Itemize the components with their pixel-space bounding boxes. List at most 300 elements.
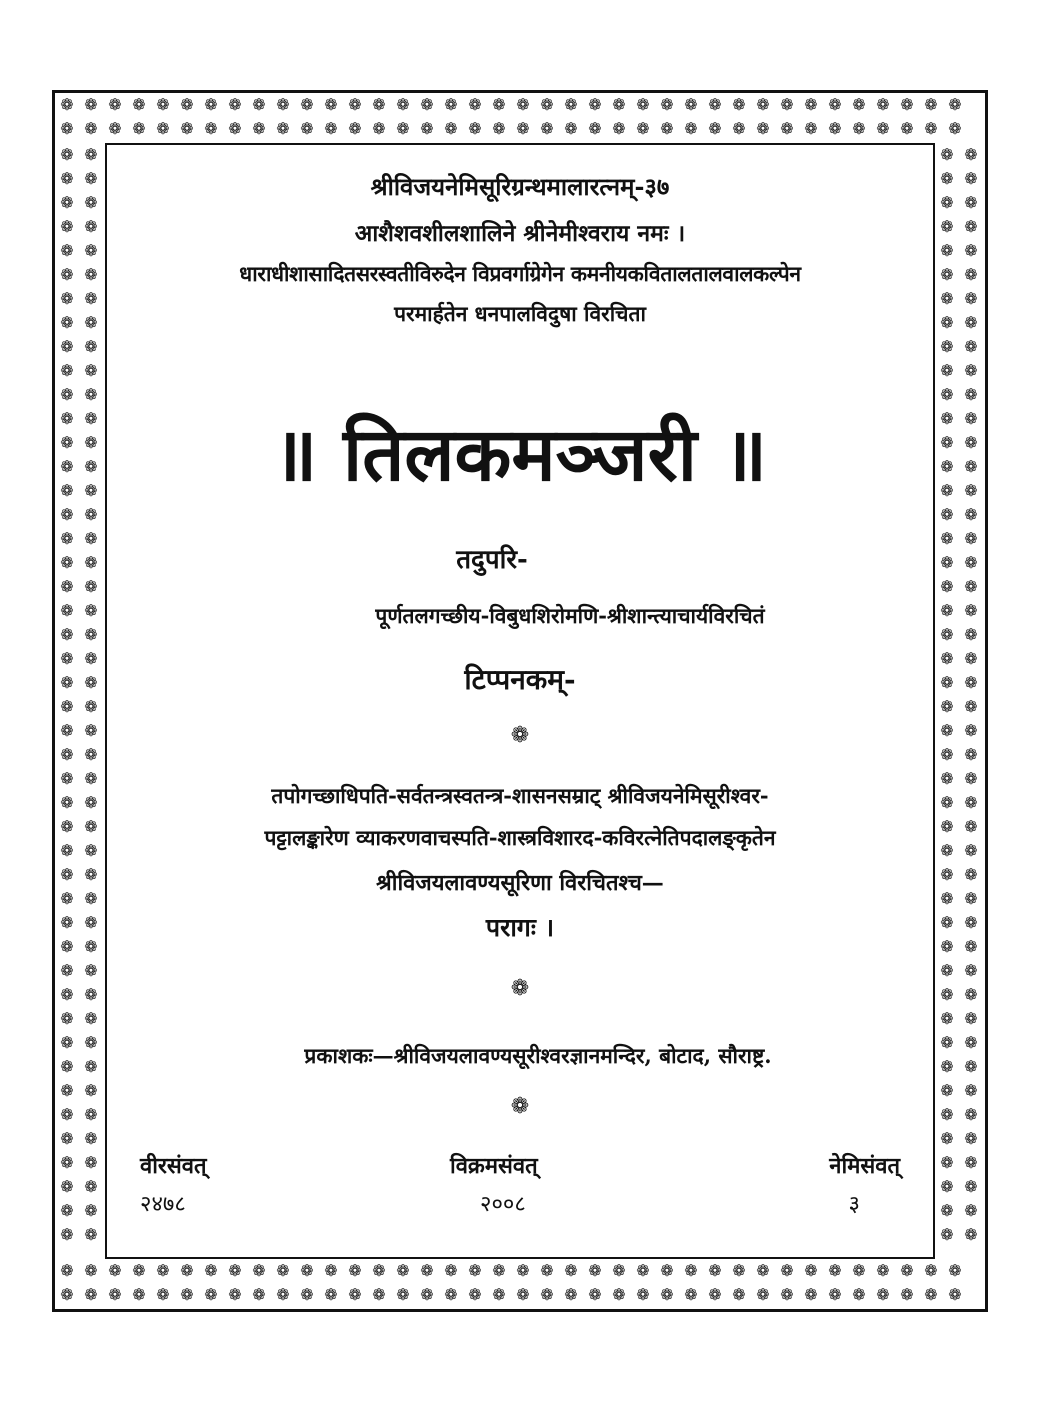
border-flower-icon: ❁ [612, 1261, 626, 1280]
border-flower-icon: ❁ [348, 1285, 362, 1304]
border-flower-icon: ❁ [940, 409, 954, 428]
border-flower-icon: ❁ [60, 169, 74, 188]
border-flower-icon: ❁ [60, 529, 74, 548]
border-flower-icon: ❁ [60, 265, 74, 284]
border-flower-icon: ❁ [60, 673, 74, 692]
border-flower-icon: ❁ [60, 433, 74, 452]
border-flower-icon: ❁ [964, 769, 978, 788]
border-flower-icon: ❁ [636, 1285, 650, 1304]
border-flower-icon: ❁ [60, 961, 74, 980]
border-flower-icon: ❁ [252, 1261, 266, 1280]
border-flower-icon: ❁ [964, 889, 978, 908]
border-flower-icon: ❁ [964, 433, 978, 452]
border-flower-icon: ❁ [420, 1261, 434, 1280]
border-flower-icon: ❁ [756, 1285, 770, 1304]
border-flower-icon: ❁ [180, 1285, 194, 1304]
border-flower-icon: ❁ [60, 1057, 74, 1076]
border-flower-icon: ❁ [964, 457, 978, 476]
border-flower-icon: ❁ [420, 1285, 434, 1304]
border-flower-icon: ❁ [964, 937, 978, 956]
border-flower-icon: ❁ [964, 145, 978, 164]
border-flower-icon: ❁ [300, 95, 314, 114]
border-flower-icon: ❁ [940, 481, 954, 500]
border-flower-icon: ❁ [900, 119, 914, 138]
border-flower-icon: ❁ [964, 505, 978, 524]
border-flower-icon: ❁ [84, 1105, 98, 1124]
border-flower-icon: ❁ [180, 95, 194, 114]
border-flower-icon: ❁ [964, 817, 978, 836]
ornament-icon: ❁ [510, 723, 530, 748]
border-flower-icon: ❁ [84, 841, 98, 860]
border-flower-icon: ❁ [60, 1201, 74, 1220]
border-flower-icon: ❁ [444, 119, 458, 138]
border-flower-icon: ❁ [964, 793, 978, 812]
border-flower-icon: ❁ [964, 601, 978, 620]
border-flower-icon: ❁ [60, 1285, 74, 1304]
ornament-icon: ❁ [510, 976, 530, 1001]
border-flower-icon: ❁ [84, 961, 98, 980]
border-flower-icon: ❁ [876, 1285, 890, 1304]
border-flower-icon: ❁ [804, 119, 818, 138]
border-flower-icon: ❁ [60, 601, 74, 620]
border-flower-icon: ❁ [828, 95, 842, 114]
border-flower-icon: ❁ [420, 95, 434, 114]
border-flower-icon: ❁ [84, 937, 98, 956]
border-flower-icon: ❁ [276, 119, 290, 138]
border-flower-icon: ❁ [940, 745, 954, 764]
border-flower-icon: ❁ [780, 1261, 794, 1280]
border-flower-icon: ❁ [940, 1057, 954, 1076]
border-flower-icon: ❁ [492, 1261, 506, 1280]
border-flower-icon: ❁ [132, 1285, 146, 1304]
border-flower-icon: ❁ [612, 119, 626, 138]
border-flower-icon: ❁ [84, 1177, 98, 1196]
border-flower-icon: ❁ [940, 361, 954, 380]
border-flower-icon: ❁ [964, 745, 978, 764]
border-flower-icon: ❁ [372, 1285, 386, 1304]
border-flower-icon: ❁ [756, 1261, 770, 1280]
border-flower-icon: ❁ [732, 1261, 746, 1280]
border-flower-icon: ❁ [84, 625, 98, 644]
border-flower-icon: ❁ [204, 1261, 218, 1280]
border-flower-icon: ❁ [60, 95, 74, 114]
border-flower-icon: ❁ [324, 95, 338, 114]
border-flower-icon: ❁ [108, 95, 122, 114]
border-flower-icon: ❁ [964, 1081, 978, 1100]
border-flower-icon: ❁ [900, 95, 914, 114]
border-flower-icon: ❁ [940, 433, 954, 452]
border-flower-icon: ❁ [60, 1033, 74, 1052]
border-flower-icon: ❁ [924, 1261, 938, 1280]
era-vikrama [450, 1150, 538, 1218]
border-flower-icon: ❁ [60, 793, 74, 812]
border-flower-icon: ❁ [940, 913, 954, 932]
era-year: २४७८ [140, 1192, 186, 1217]
border-flower-icon: ❁ [60, 1105, 74, 1124]
border-flower-icon: ❁ [964, 697, 978, 716]
border-flower-icon: ❁ [964, 217, 978, 236]
border-flower-icon: ❁ [84, 1009, 98, 1028]
border-flower-icon: ❁ [964, 577, 978, 596]
border-flower-icon: ❁ [324, 1261, 338, 1280]
border-flower-icon: ❁ [60, 119, 74, 138]
border-flower-icon: ❁ [348, 1261, 362, 1280]
border-flower-icon: ❁ [964, 673, 978, 692]
border-flower-icon: ❁ [156, 1285, 170, 1304]
border-flower-icon: ❁ [84, 1201, 98, 1220]
border-flower-icon: ❁ [468, 95, 482, 114]
border-flower-icon: ❁ [940, 169, 954, 188]
border-flower-icon: ❁ [84, 1225, 98, 1244]
era-vira [140, 1150, 207, 1218]
commentary-name: टिप्पनकम्- [464, 663, 576, 696]
border-flower-icon: ❁ [540, 119, 554, 138]
commentary-intro: तदुपरि- [456, 545, 528, 575]
border-flower-icon: ❁ [84, 95, 98, 114]
border-flower-icon: ❁ [940, 241, 954, 260]
border-flower-icon: ❁ [468, 1285, 482, 1304]
border-flower-icon: ❁ [876, 119, 890, 138]
border-band-left [55, 143, 105, 1259]
border-flower-icon: ❁ [300, 119, 314, 138]
border-flower-icon: ❁ [84, 385, 98, 404]
border-flower-icon: ❁ [84, 265, 98, 284]
border-flower-icon: ❁ [940, 1033, 954, 1052]
border-flower-icon: ❁ [252, 95, 266, 114]
border-flower-icon: ❁ [588, 1261, 602, 1280]
border-flower-icon: ❁ [132, 95, 146, 114]
border-flower-icon: ❁ [108, 119, 122, 138]
border-flower-icon: ❁ [84, 1057, 98, 1076]
border-flower-icon: ❁ [964, 913, 978, 932]
border-flower-icon: ❁ [940, 1225, 954, 1244]
border-flower-icon: ❁ [84, 481, 98, 500]
border-flower-icon: ❁ [84, 361, 98, 380]
border-flower-icon: ❁ [940, 937, 954, 956]
paraga-author-line-2: पट्टालङ्कारेण व्याकरणवाचस्पति-शास्त्रविशारद-कविरत्नेतिपदालङ्कृतेन [264, 825, 776, 850]
border-flower-icon: ❁ [84, 529, 98, 548]
border-flower-icon: ❁ [84, 1153, 98, 1172]
border-flower-icon: ❁ [60, 937, 74, 956]
border-flower-icon: ❁ [964, 1153, 978, 1172]
border-flower-icon: ❁ [60, 1261, 74, 1280]
border-flower-icon: ❁ [60, 193, 74, 212]
border-flower-icon: ❁ [588, 1285, 602, 1304]
border-band-bottom [55, 1259, 985, 1309]
border-flower-icon: ❁ [964, 721, 978, 740]
border-flower-icon: ❁ [60, 1153, 74, 1172]
border-flower-icon: ❁ [940, 865, 954, 884]
border-flower-icon: ❁ [940, 889, 954, 908]
border-flower-icon: ❁ [964, 553, 978, 572]
border-flower-icon: ❁ [964, 1201, 978, 1220]
border-flower-icon: ❁ [540, 1285, 554, 1304]
border-flower-icon: ❁ [60, 745, 74, 764]
border-flower-icon: ❁ [84, 409, 98, 428]
border-flower-icon: ❁ [84, 1081, 98, 1100]
border-flower-icon: ❁ [60, 913, 74, 932]
border-flower-icon: ❁ [964, 1057, 978, 1076]
border-flower-icon: ❁ [660, 95, 674, 114]
border-flower-icon: ❁ [84, 889, 98, 908]
border-flower-icon: ❁ [708, 1285, 722, 1304]
border-flower-icon: ❁ [852, 95, 866, 114]
border-flower-icon: ❁ [732, 119, 746, 138]
border-flower-icon: ❁ [60, 817, 74, 836]
border-flower-icon: ❁ [636, 119, 650, 138]
border-flower-icon: ❁ [60, 649, 74, 668]
commentary-author: पूर्णतलगच्छीय-विबुधशिरोमणि-श्रीशान्त्याचार्यविरचितं [375, 603, 765, 628]
era-nemi [829, 1150, 900, 1218]
border-flower-icon: ❁ [84, 505, 98, 524]
border-flower-icon: ❁ [84, 865, 98, 884]
border-flower-icon: ❁ [108, 1285, 122, 1304]
border-flower-icon: ❁ [708, 1261, 722, 1280]
border-flower-icon: ❁ [60, 985, 74, 1004]
border-flower-icon: ❁ [84, 119, 98, 138]
border-flower-icon: ❁ [732, 95, 746, 114]
border-flower-icon: ❁ [924, 1285, 938, 1304]
border-flower-icon: ❁ [964, 985, 978, 1004]
border-flower-icon: ❁ [84, 913, 98, 932]
border-flower-icon: ❁ [900, 1261, 914, 1280]
border-flower-icon: ❁ [964, 385, 978, 404]
border-flower-icon: ❁ [396, 119, 410, 138]
border-flower-icon: ❁ [964, 649, 978, 668]
border-flower-icon: ❁ [348, 95, 362, 114]
border-flower-icon: ❁ [60, 457, 74, 476]
border-flower-icon: ❁ [180, 119, 194, 138]
border-flower-icon: ❁ [324, 119, 338, 138]
border-flower-icon: ❁ [964, 241, 978, 260]
border-band-top [55, 93, 985, 143]
series-title: श्रीविजयनेमिसूरिग्रन्थमालारत्नम्-३७ [370, 172, 670, 201]
border-flower-icon: ❁ [132, 119, 146, 138]
author-description-line-1: धाराधीशासादितसरस्वतीविरुदेन विप्रवर्गाग्रेगेन कमनीयकवितालतालवालकल्पेन [239, 261, 801, 286]
border-flower-icon: ❁ [84, 193, 98, 212]
border-flower-icon: ❁ [940, 1105, 954, 1124]
border-flower-icon: ❁ [940, 457, 954, 476]
border-flower-icon: ❁ [540, 1261, 554, 1280]
era-label: विक्रमसंवत् [450, 1153, 538, 1179]
era-label: नेमिसंवत् [829, 1153, 900, 1179]
border-flower-icon: ❁ [940, 289, 954, 308]
border-flower-icon: ❁ [756, 95, 770, 114]
border-flower-icon: ❁ [60, 865, 74, 884]
border-flower-icon: ❁ [940, 985, 954, 1004]
border-flower-icon: ❁ [396, 1261, 410, 1280]
border-flower-icon: ❁ [940, 697, 954, 716]
border-flower-icon: ❁ [108, 1261, 122, 1280]
border-flower-icon: ❁ [60, 505, 74, 524]
border-flower-icon: ❁ [444, 1285, 458, 1304]
border-flower-icon: ❁ [964, 625, 978, 644]
border-flower-icon: ❁ [804, 95, 818, 114]
border-flower-icon: ❁ [60, 697, 74, 716]
border-flower-icon: ❁ [84, 985, 98, 1004]
border-flower-icon: ❁ [84, 721, 98, 740]
border-flower-icon: ❁ [900, 1285, 914, 1304]
border-flower-icon: ❁ [708, 119, 722, 138]
border-flower-icon: ❁ [492, 119, 506, 138]
border-flower-icon: ❁ [948, 1261, 962, 1280]
author-description-line-2: परमार्हतेन धनपालविदुषा विरचिता [394, 301, 646, 326]
border-flower-icon: ❁ [948, 119, 962, 138]
border-flower-icon: ❁ [964, 169, 978, 188]
border-flower-icon: ❁ [228, 95, 242, 114]
border-flower-icon: ❁ [876, 1261, 890, 1280]
border-flower-icon: ❁ [516, 95, 530, 114]
border-flower-icon: ❁ [636, 95, 650, 114]
border-flower-icon: ❁ [684, 119, 698, 138]
border-flower-icon: ❁ [940, 1129, 954, 1148]
border-flower-icon: ❁ [84, 793, 98, 812]
border-flower-icon: ❁ [180, 1261, 194, 1280]
border-flower-icon: ❁ [964, 961, 978, 980]
border-flower-icon: ❁ [276, 1261, 290, 1280]
border-flower-icon: ❁ [940, 673, 954, 692]
border-flower-icon: ❁ [852, 1261, 866, 1280]
border-flower-icon: ❁ [708, 95, 722, 114]
border-flower-icon: ❁ [84, 217, 98, 236]
border-flower-icon: ❁ [60, 409, 74, 428]
border-flower-icon: ❁ [940, 217, 954, 236]
border-flower-icon: ❁ [84, 457, 98, 476]
border-flower-icon: ❁ [852, 1285, 866, 1304]
border-flower-icon: ❁ [924, 119, 938, 138]
border-flower-icon: ❁ [84, 1261, 98, 1280]
border-flower-icon: ❁ [372, 95, 386, 114]
border-flower-icon: ❁ [564, 119, 578, 138]
border-flower-icon: ❁ [372, 1261, 386, 1280]
border-flower-icon: ❁ [228, 1261, 242, 1280]
border-flower-icon: ❁ [84, 313, 98, 332]
border-flower-icon: ❁ [940, 1009, 954, 1028]
border-flower-icon: ❁ [228, 119, 242, 138]
border-flower-icon: ❁ [964, 865, 978, 884]
paraga-name: परागः । [485, 913, 555, 942]
border-flower-icon: ❁ [964, 1177, 978, 1196]
border-flower-icon: ❁ [84, 289, 98, 308]
border-flower-icon: ❁ [84, 1033, 98, 1052]
border-flower-icon: ❁ [876, 95, 890, 114]
paraga-author-line-3: श्रीविजयलावण्यसूरिणा विरचितश्च— [376, 870, 664, 896]
border-flower-icon: ❁ [84, 169, 98, 188]
border-flower-icon: ❁ [964, 1105, 978, 1124]
border-flower-icon: ❁ [852, 119, 866, 138]
border-flower-icon: ❁ [516, 1261, 530, 1280]
border-flower-icon: ❁ [60, 361, 74, 380]
invocation: आशैशवशीलशालिने श्रीनेमीश्वराय नमः । [354, 220, 686, 247]
border-flower-icon: ❁ [60, 721, 74, 740]
border-flower-icon: ❁ [964, 193, 978, 212]
border-flower-icon: ❁ [84, 673, 98, 692]
border-flower-icon: ❁ [660, 1285, 674, 1304]
border-flower-icon: ❁ [84, 745, 98, 764]
border-flower-icon: ❁ [60, 1081, 74, 1100]
border-flower-icon: ❁ [492, 95, 506, 114]
border-flower-icon: ❁ [84, 769, 98, 788]
border-flower-icon: ❁ [940, 1177, 954, 1196]
border-flower-icon: ❁ [372, 119, 386, 138]
border-flower-icon: ❁ [60, 145, 74, 164]
border-flower-icon: ❁ [444, 1261, 458, 1280]
book-title: ॥ तिलकमञ्जरी ॥ [272, 412, 768, 498]
border-flower-icon: ❁ [60, 1225, 74, 1244]
border-flower-icon: ❁ [940, 721, 954, 740]
border-flower-icon: ❁ [84, 697, 98, 716]
border-flower-icon: ❁ [940, 769, 954, 788]
border-flower-icon: ❁ [60, 241, 74, 260]
border-flower-icon: ❁ [300, 1261, 314, 1280]
border-flower-icon: ❁ [940, 529, 954, 548]
border-flower-icon: ❁ [444, 95, 458, 114]
border-flower-icon: ❁ [940, 817, 954, 836]
border-flower-icon: ❁ [252, 119, 266, 138]
border-flower-icon: ❁ [660, 119, 674, 138]
border-flower-icon: ❁ [516, 119, 530, 138]
border-flower-icon: ❁ [588, 95, 602, 114]
border-flower-icon: ❁ [60, 385, 74, 404]
border-flower-icon: ❁ [60, 577, 74, 596]
ornament-icon: ❁ [510, 1094, 530, 1119]
border-flower-icon: ❁ [964, 337, 978, 356]
border-flower-icon: ❁ [964, 361, 978, 380]
border-flower-icon: ❁ [60, 553, 74, 572]
border-flower-icon: ❁ [940, 145, 954, 164]
border-flower-icon: ❁ [964, 265, 978, 284]
border-flower-icon: ❁ [276, 95, 290, 114]
border-flower-icon: ❁ [940, 337, 954, 356]
border-flower-icon: ❁ [60, 1177, 74, 1196]
border-flower-icon: ❁ [60, 337, 74, 356]
border-flower-icon: ❁ [84, 145, 98, 164]
border-flower-icon: ❁ [60, 769, 74, 788]
border-flower-icon: ❁ [60, 1009, 74, 1028]
border-flower-icon: ❁ [564, 1285, 578, 1304]
border-flower-icon: ❁ [940, 313, 954, 332]
border-flower-icon: ❁ [396, 95, 410, 114]
border-flower-icon: ❁ [732, 1285, 746, 1304]
border-flower-icon: ❁ [204, 95, 218, 114]
border-flower-icon: ❁ [564, 95, 578, 114]
border-flower-icon: ❁ [940, 961, 954, 980]
border-flower-icon: ❁ [348, 119, 362, 138]
border-flower-icon: ❁ [940, 1201, 954, 1220]
border-flower-icon: ❁ [964, 841, 978, 860]
border-flower-icon: ❁ [964, 1225, 978, 1244]
border-flower-icon: ❁ [940, 649, 954, 668]
border-flower-icon: ❁ [156, 1261, 170, 1280]
border-flower-icon: ❁ [964, 1009, 978, 1028]
border-flower-icon: ❁ [60, 289, 74, 308]
border-flower-icon: ❁ [964, 313, 978, 332]
border-flower-icon: ❁ [588, 119, 602, 138]
border-flower-icon: ❁ [84, 649, 98, 668]
border-flower-icon: ❁ [84, 337, 98, 356]
border-flower-icon: ❁ [60, 841, 74, 860]
border-flower-icon: ❁ [684, 1261, 698, 1280]
border-flower-icon: ❁ [396, 1285, 410, 1304]
border-flower-icon: ❁ [492, 1285, 506, 1304]
border-flower-icon: ❁ [324, 1285, 338, 1304]
border-flower-icon: ❁ [612, 95, 626, 114]
border-flower-icon: ❁ [948, 1285, 962, 1304]
border-flower-icon: ❁ [84, 241, 98, 260]
border-flower-icon: ❁ [660, 1261, 674, 1280]
border-flower-icon: ❁ [940, 553, 954, 572]
border-flower-icon: ❁ [468, 1261, 482, 1280]
